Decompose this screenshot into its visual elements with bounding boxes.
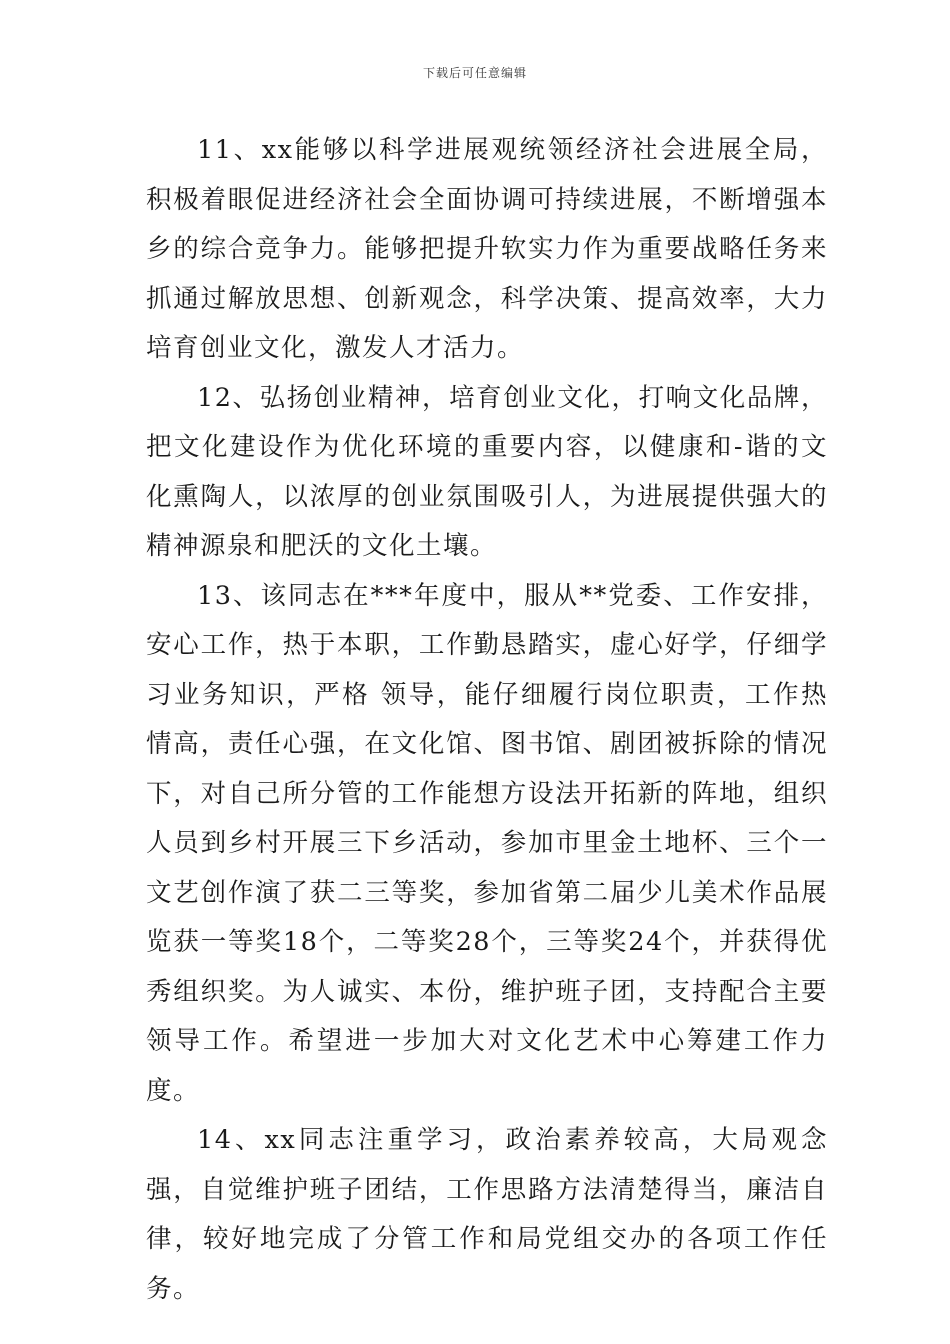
header-note: 下载后可任意编辑: [422, 66, 527, 80]
paragraph-12: 12、弘扬创业精神，培育创业文化，打响文化品牌，把文化建设作为优化环境的重要内容，以健康和-谐的文化熏陶人，以浓厚的创业氛围吸引人，为进展提供强大的精神源泉和肥沃的文化土壤。: [146, 382, 828, 561]
paragraph-13: 13、该同志在***年度中，服从**党委、工作安排，安心工作，热于本职，工作勤恳踏实，虚心好学，仔细学习业务知识，严格 领导，能仔细履行岗位职责，工作热情高，责任心强，在文化馆、图书馆、剧团被拆除的情况下，对自己所分管的工作能想方设法开拓新的阵地，组织人员到乡村开展三下乡活动，参加市里金土地杯、三个一文艺创作演了获二三等奖，参加省第二届少儿美术作品展览获一等奖18个，二等奖28个，三等奖24个，并获得优秀组织奖。为人诚实、本份，维护班子团，支持配合主要领导工作。希望进一步加大对文化艺术中心筹建工作力度。: [146, 580, 828, 1106]
document-body: [146, 126, 828, 1314]
paragraph-11: 11、xx能够以科学进展观统领经济社会进展全局，积极着眼促进经济社会全面协调可持续进展，不断增强本乡的综合竞争力。能够把提升软实力作为重要战略任务来抓通过解放思想、创新观念，科学决策、提高效率，大力培育创业文化，激发人才活力。: [146, 135, 828, 363]
paragraph-14: 14、xx同志注重学习，政治素养较高，大局观念强，自觉维护班子团结，工作思路方法清楚得当，廉洁自律，较好地完成了分管工作和局党组交办的各项工作任务。: [146, 1125, 828, 1304]
